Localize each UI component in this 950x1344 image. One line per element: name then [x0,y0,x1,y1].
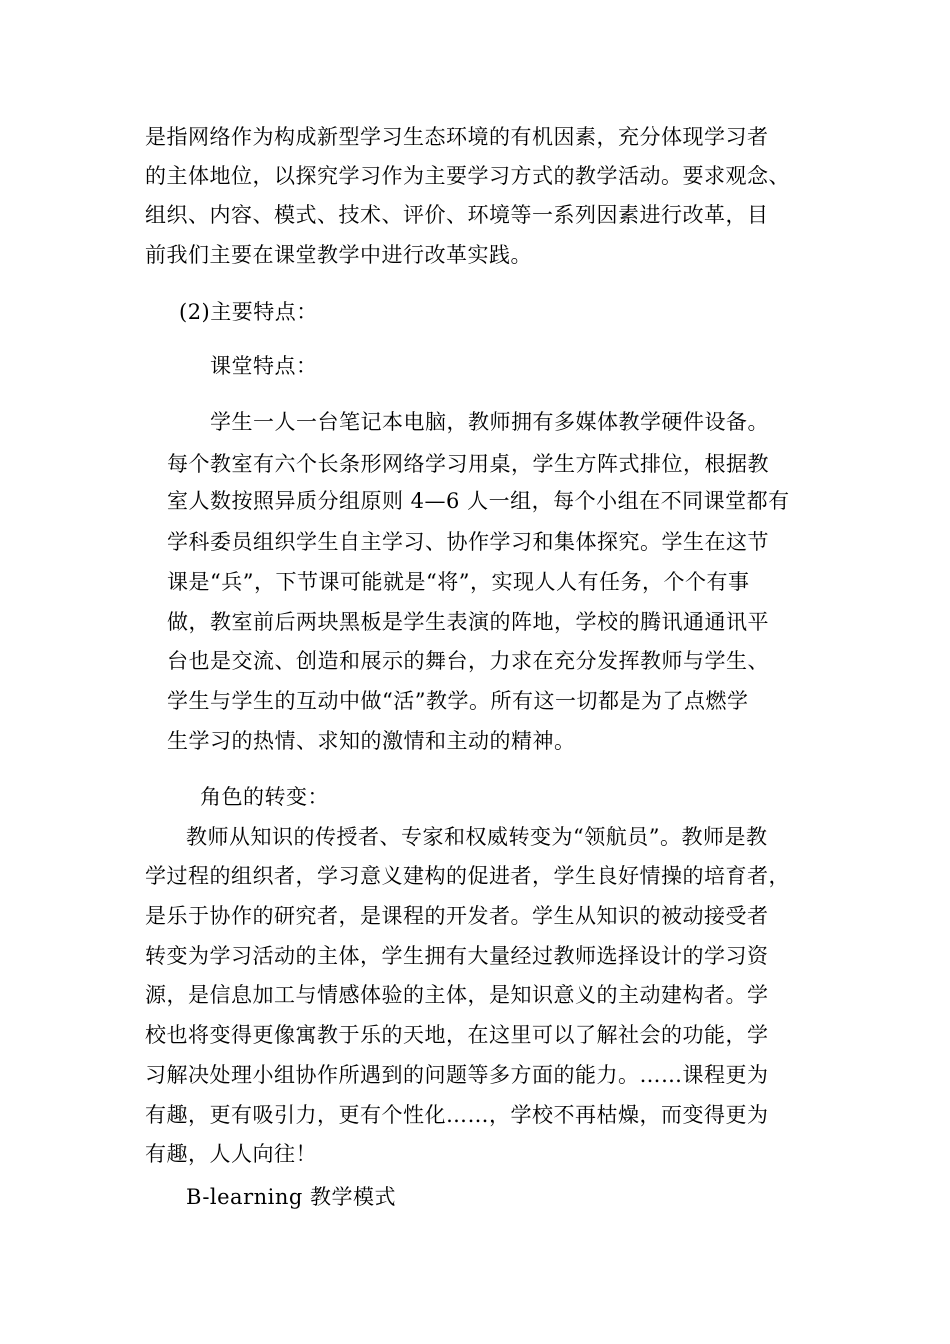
text-line: 每个教室有六个长条形网络学习用桌，学生方阵式排位，根据教 [167,452,769,476]
text-line: 是乐于协作的研究者，是课程的开发者。学生从知识的被动接受者 [145,904,769,928]
text-line: 源，是信息加工与情感体验的主体，是知识意义的主动建构者。学 [145,983,769,1007]
text-line: 学生一人一台笔记本电脑，教师拥有多媒体教学硬件设备。 [210,410,769,434]
text-line: 室人数按照异质分组原则 4—6 人一组，每个小组在不同课堂都有 [167,489,790,513]
text-line: 学生与学生的互动中做“活”教学。所有这一切都是为了点燃学 [167,689,749,713]
heading-b-learning: B-learning 教学模式 [186,1185,397,1209]
text-line: 组织、内容、模式、技术、评价、环境等一系列因素进行改革，目 [145,203,769,227]
text-line: 做，教室前后两块黑板是学生表演的阵地，学校的腾讯通通讯平 [167,610,769,634]
text-line: 有趣，人人向往！ [145,1142,317,1166]
text-line: 教师从知识的传授者、专家和权威转变为“领航员”。教师是教 [186,825,768,849]
text-line: 的主体地位，以探究学习作为主要学习方式的教学活动。要求观念、 [145,164,790,188]
text-line: 前我们主要在课堂教学中进行改革实践。 [145,243,532,267]
text-line: 转变为学习活动的主体，学生拥有大量经过教师选择设计的学习资 [145,944,769,968]
heading-role-change: 角色的转变： [200,785,329,809]
text-line: 有趣，更有吸引力，更有个性化……，学校不再枯燥，而变得更为 [145,1103,769,1127]
text-line: 台也是交流、创造和展示的舞台，力求在充分发挥教师与学生、 [167,649,769,673]
text-line: 学过程的组织者，学习意义建构的促进者，学生良好情操的培育者， [145,864,790,888]
text-line: 是指网络作为构成新型学习生态环境的有机因素，充分体现学习者 [145,125,769,149]
heading-main-features: (2)主要特点： [179,300,318,324]
text-line: 课是“兵”，下节课可能就是“将”，实现人人有任务，个个有事 [167,570,750,594]
heading-classroom-features: 课堂特点： [210,354,318,378]
text-line: 学科委员组织学生自主学习、协作学习和集体探究。学生在这节 [167,530,769,554]
text-line: 校也将变得更像寓教于乐的天地，在这里可以了解社会的功能，学 [145,1023,769,1047]
text-line: 生学习的热情、求知的激情和主动的精神。 [167,729,576,753]
text-line: 习解决处理小组协作所遇到的问题等多方面的能力。……课程更为 [145,1063,769,1087]
